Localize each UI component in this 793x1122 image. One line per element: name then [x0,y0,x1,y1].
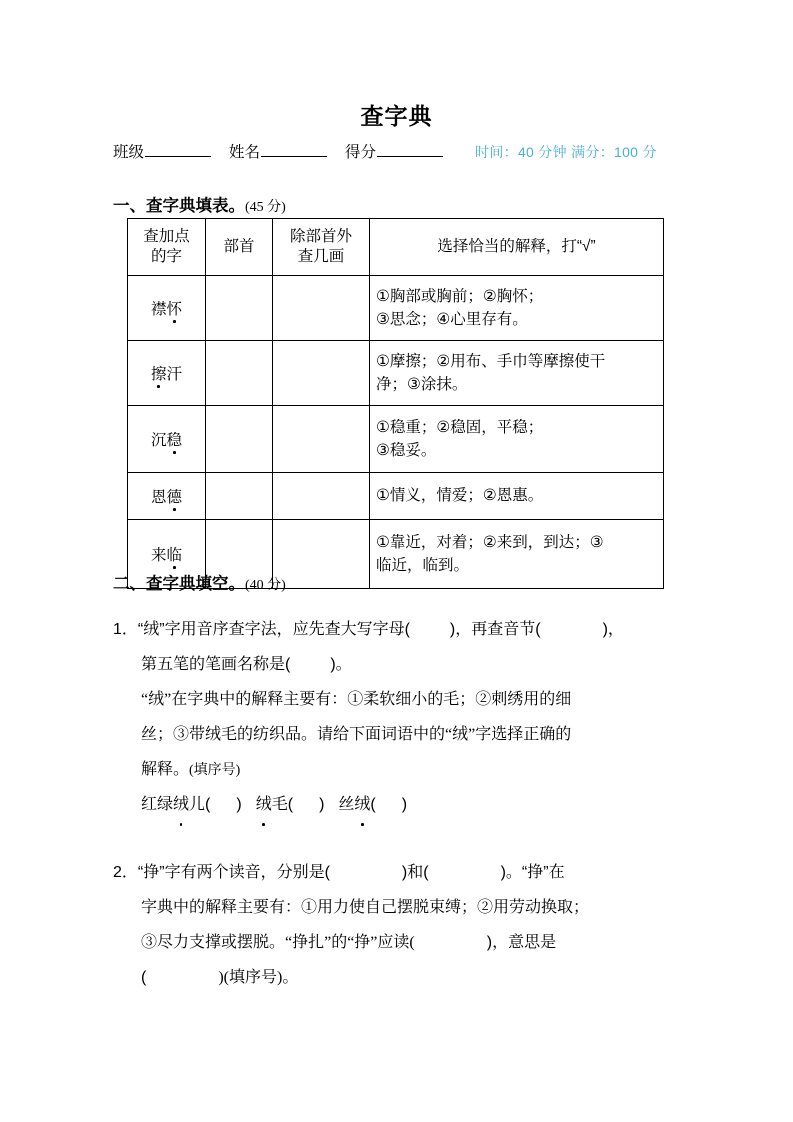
q1-text-f: 解释。 [141,761,190,778]
question-1-line-4: 丝；③带绒毛的纺织品。请给下面词语中的“绒”字选择正确的 [141,726,572,743]
row-strokes-answer-5[interactable] [273,520,370,589]
q1-text-c: )， [602,621,624,638]
gloss-line-2: ③稳妥。 [376,442,437,459]
gloss-line-1: ①摩擦；②用布、手巾等摩擦使干 [376,352,606,370]
row-strokes-answer-3[interactable] [273,406,370,473]
q2-text-d: ③尽力支撑或摆脱。“挣扎”的“挣”应读( [141,934,415,951]
gloss-line-1: ①靠近，对着；②来到，到达；③ [376,533,604,551]
header-marked-char-line2: 的字 [150,248,182,265]
question-2 [113,855,683,995]
row-strokes-answer-1[interactable] [273,276,370,341]
q1-fill-hint: (填序号) [189,763,241,778]
q2-text-f: ( [141,969,147,986]
header-cell-stroke-count [273,219,370,276]
header-stroke-line1: 除部首外 [289,228,352,246]
section-2-heading [113,570,286,594]
word-pre: 恩 [150,489,167,506]
question-1-word-list [113,787,683,822]
question-1-line-1 [113,612,683,647]
word-post: 毛( [271,796,294,813]
row-gloss-2 [370,341,664,406]
word-dotted-char: 临 [167,543,183,565]
row-gloss-4 [370,473,664,520]
word-dotted-char: 德 [167,485,183,507]
row-radical-answer-4[interactable] [206,473,273,520]
row-strokes-answer-2[interactable] [273,341,370,406]
header-cell-radical: 部首 [206,219,273,276]
q2-text-c: )。“挣”在 [500,864,565,881]
word-item [338,796,407,813]
word-dotted-char: 稳 [167,428,183,450]
q2-text-b: )和( [401,864,429,881]
word-pre: 红绿 [141,796,174,813]
gloss-line-2: 临近，临到。 [376,557,470,574]
word-close: ) [236,796,242,813]
row-word-4 [128,473,206,520]
question-1-number: 1． [113,621,138,638]
q1-text-b: )，再查音节( [449,621,541,638]
gloss-line-1: ①情义，情爱；②恩惠。 [376,487,544,505]
row-radical-answer-1[interactable] [206,276,273,341]
row-radical-answer-2[interactable] [206,341,273,406]
score-field [345,140,445,162]
question-2-line-4 [113,960,683,995]
section-1-heading [113,192,286,216]
word-pre: 丝 [338,796,355,813]
row-word-2 [128,341,206,406]
section-2-number: 二、 [113,575,146,593]
header-stroke-line2: 查几画 [297,248,345,265]
section-2-points: (40 分) [245,578,286,593]
table-header-row [128,219,664,276]
row-gloss-3 [370,406,664,473]
question-1-line-3: “绒”在字典中的解释主要有：①柔软细小的毛；②刺绣用的细 [141,691,572,708]
table-row [128,406,664,473]
row-word-3 [128,406,206,473]
q2-text-e: )，意思是 [486,934,557,951]
section-2-title: 查字典填空。 [146,575,245,593]
question-2-number: 2． [113,864,138,881]
name-label: 姓名 [229,144,261,161]
class-label: 班级 [113,144,145,161]
header-marked-char-line1: 查加点 [143,228,190,246]
question-2-line-2: 字典中的解释主要有：①用力使自己摆脱束缚；②用劳动换取； [141,899,590,916]
word-dotted-char: 绒 [173,787,189,822]
score-label: 得分 [345,144,377,161]
word-dotted-char: 怀 [167,297,183,319]
q2-text-a: “挣”字有两个读音，分别是( [137,864,330,881]
row-radical-answer-3[interactable] [206,406,273,473]
word-pre: 襟 [150,301,167,318]
header-cell-choose-meaning: 选择恰当的解释，打“√” [370,219,664,276]
row-word-1 [128,276,206,341]
gloss-line-1: ①稳重；②稳固，平稳； [376,418,544,436]
row-gloss-5 [370,520,664,589]
q1-text-a: “绒”字用音序查字法，应先查大写字母( [137,621,410,638]
word-close: ) [319,796,325,813]
q1-text-e: )。 [330,656,352,673]
word-dotted-char: 绒 [354,787,370,822]
class-field [113,140,213,162]
word-pre: 来 [150,547,167,564]
table-row [128,276,664,341]
header-cell-marked-char [128,219,206,276]
row-gloss-1 [370,276,664,341]
dictionary-lookup-table [127,218,664,589]
student-info-line [113,140,713,162]
question-1-line-2 [113,647,683,682]
exam-meta: 时间：40 分钟 满分：100 分 [475,144,657,160]
page-title: 查字典 [360,103,433,129]
word-close: ) [401,796,408,813]
gloss-line-1: ①胸部或胸前；②胸怀； [376,287,544,305]
question-1-line-5 [113,752,683,787]
table-row [128,341,664,406]
word-item [256,796,325,813]
class-input-rule[interactable] [145,143,211,157]
word-dotted-char: 绒 [256,787,272,822]
section-1-title: 查字典填表。 [146,197,245,215]
word-post: 汗 [166,366,183,383]
question-2-line-1 [113,855,683,890]
score-input-rule[interactable] [377,143,443,157]
word-item [141,796,242,813]
q1-text-d: 第五笔的笔画名称是( [141,656,291,673]
gloss-line-2: ③思念；④心里存有。 [376,311,528,328]
section-1-points: (45 分) [245,200,286,215]
q2-text-g: )(填序号)。 [218,969,299,986]
question-2-line-3 [113,925,683,960]
word-post: ( [370,796,376,813]
dictionary-lookup-table-wrap [127,218,663,589]
name-field [229,140,329,162]
word-post: 儿( [189,796,211,813]
name-input-rule[interactable] [261,143,327,157]
table-row [128,473,664,520]
gloss-line-2: 净；③涂抹。 [376,376,468,393]
row-strokes-answer-4[interactable] [273,473,370,520]
section-1-number: 一、 [113,197,146,215]
word-dotted-char: 擦 [151,362,167,384]
question-1 [113,612,683,822]
word-pre: 沉 [150,432,167,449]
